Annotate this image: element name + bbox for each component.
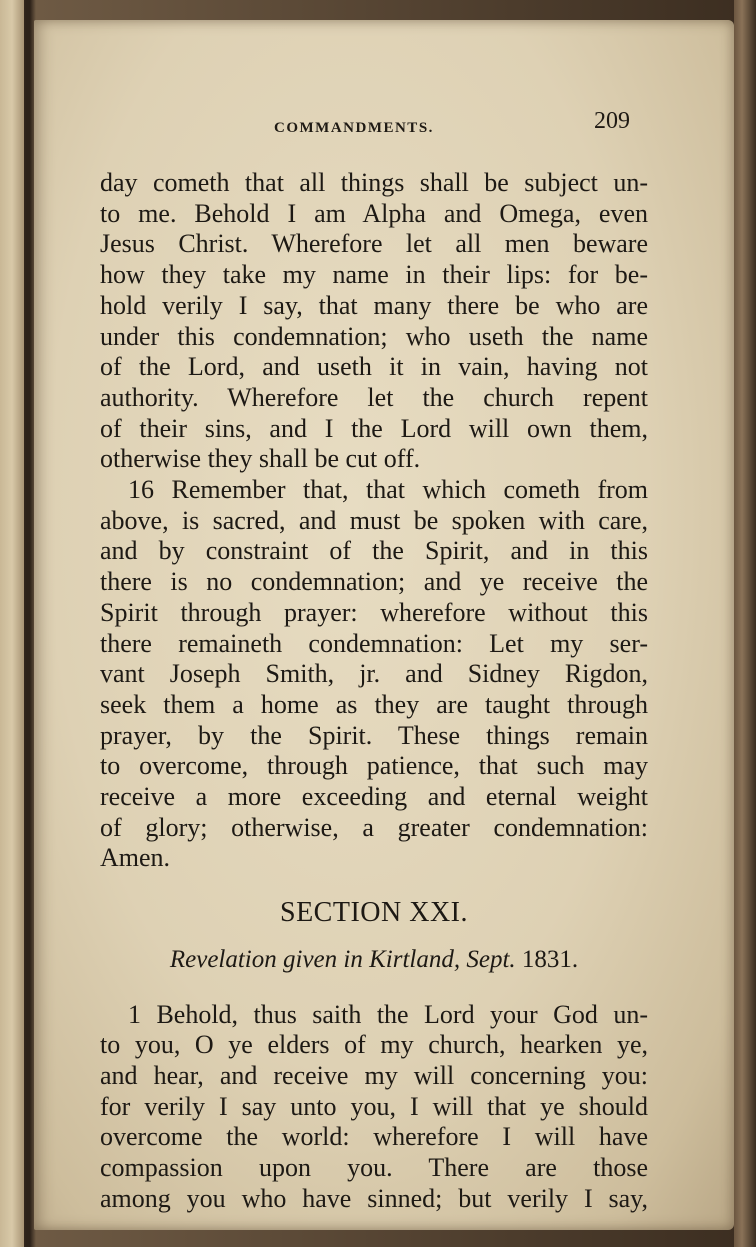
- running-head: COMMANDMENTS.: [274, 120, 434, 136]
- paragraph-16: [100, 475, 648, 874]
- text-line: Amen.: [100, 843, 171, 873]
- text-line: of the Lord, and useth it in vain, having not: [100, 352, 648, 382]
- text-line: receive a more exceeding and eternal weight: [100, 782, 648, 812]
- text-line: of their sins, and I the Lord will own them,: [100, 413, 648, 443]
- text-line: 1 Behold, thus saith the Lord your God un-: [128, 999, 648, 1029]
- text-line: otherwise they shall be cut off.: [100, 444, 421, 474]
- section-heading: SECTION XXI.: [280, 897, 468, 929]
- text-line: day cometh that all things shall be subject un-: [100, 168, 648, 197]
- text-line: vant Joseph Smith, jr. and Sidney Rigdon,: [100, 659, 648, 689]
- page-number: 209: [594, 108, 630, 134]
- facing-page-edge: [0, 0, 24, 1247]
- text-line: to overcome, through patience, that such may: [100, 751, 648, 781]
- book-cover-edge: [734, 0, 756, 1247]
- text-line: hold verily I say, that many there be who are: [100, 290, 648, 320]
- text-line: 16 Remember that, that which cometh from: [128, 475, 648, 505]
- page-header: [34, 108, 734, 148]
- page-body: [100, 168, 648, 1215]
- paragraph-continued: [100, 168, 648, 475]
- text-line: among you who have sinned; but verily I say,: [100, 1183, 648, 1213]
- revelation-year: 1831.: [521, 945, 579, 973]
- text-line: compassion upon you. There are those: [100, 1153, 648, 1183]
- text-line: seek them a home as they are taught through: [100, 689, 648, 719]
- book-page: [34, 20, 734, 1230]
- revelation-month: Sept.: [466, 945, 516, 973]
- text-line: Jesus Christ. Wherefore let all men beware: [100, 229, 648, 259]
- text-line: how they take my name in their lips: for be-: [100, 260, 648, 290]
- text-line: to me. Behold I am Alpha and Omega, even: [100, 198, 648, 228]
- revelation-place: Revelation given in Kirtland,: [169, 945, 461, 973]
- revelation-subheading: [100, 945, 648, 976]
- text-line: and hear, and receive my will concerning you:: [100, 1060, 648, 1090]
- text-line: there is no condemnation; and ye receive the: [100, 567, 648, 597]
- text-line: under this condemnation; who useth the name: [100, 321, 648, 351]
- paragraph-1: [100, 1000, 648, 1215]
- text-line: to you, O ye elders of my church, hearken ye,: [100, 1030, 648, 1060]
- text-line: overcome the world: wherefore I will have: [100, 1122, 648, 1152]
- text-line: for verily I say unto you, I will that ye should: [100, 1091, 648, 1121]
- text-line: above, is sacred, and must be spoken with care,: [100, 505, 648, 535]
- text-line: authority. Wherefore let the church repent: [100, 382, 648, 412]
- text-line: and by constraint of the Spirit, and in this: [100, 536, 648, 566]
- text-line: of glory; otherwise, a greater condemnation:: [100, 812, 648, 842]
- text-line: Spirit through prayer: wherefore without this: [100, 597, 648, 627]
- text-line: prayer, by the Spirit. These things remain: [100, 720, 648, 750]
- text-line: there remaineth condemnation: Let my ser-: [100, 628, 648, 658]
